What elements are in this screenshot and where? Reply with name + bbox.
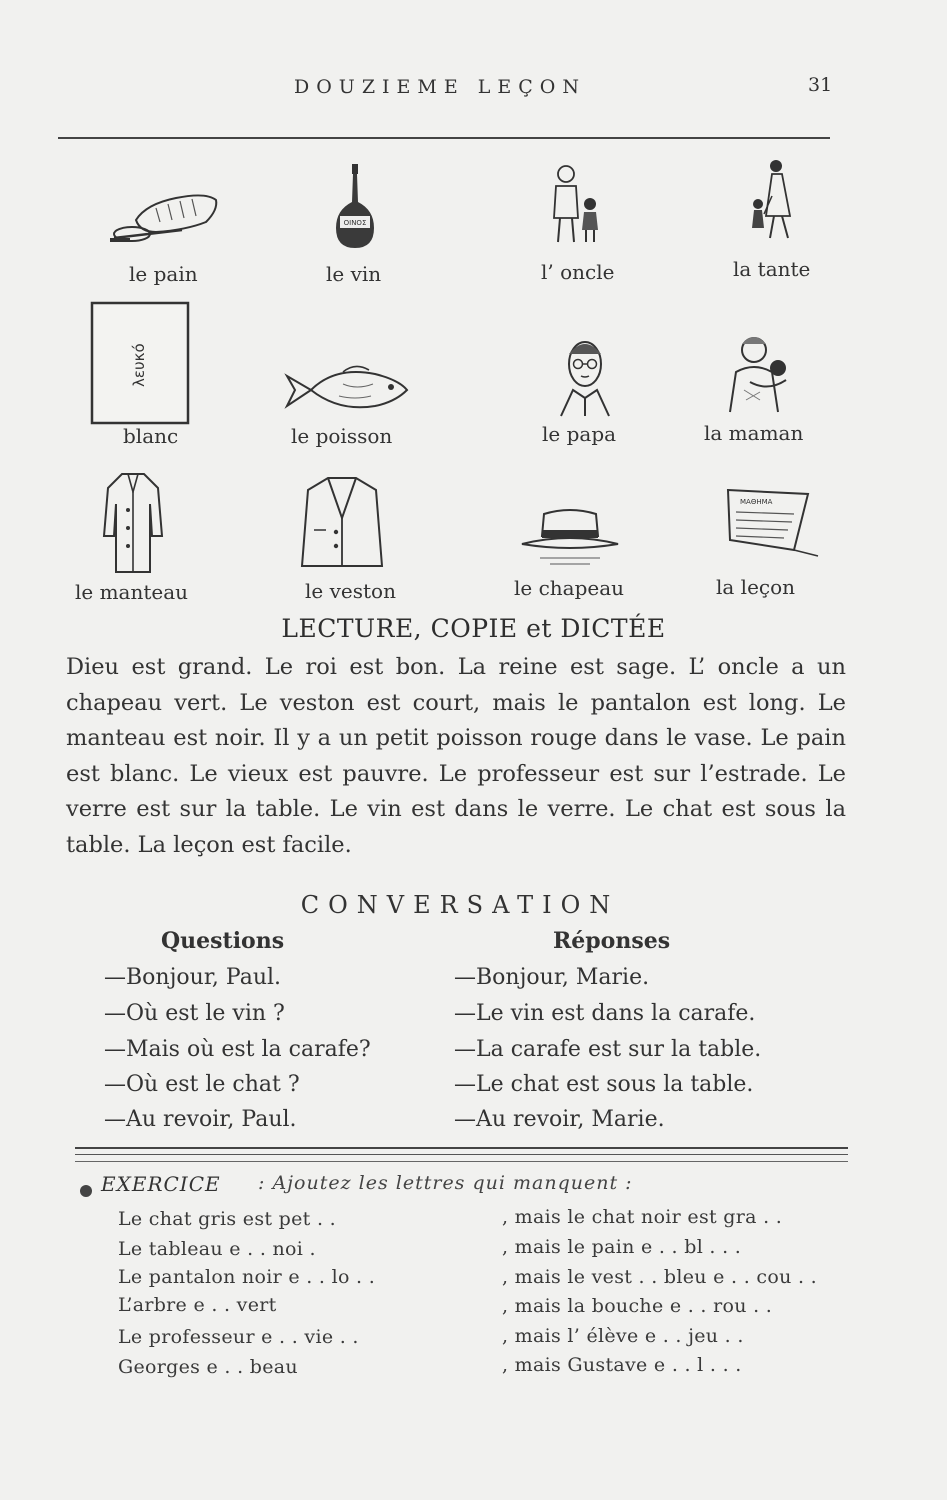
exercise-right-line: , mais la bouche e . . rou . . bbox=[502, 1295, 773, 1317]
vocab-poisson: le poisson bbox=[291, 424, 393, 448]
exercise-right-line: , mais le pain e . . bl . . . bbox=[502, 1236, 742, 1258]
svg-text:ΟΙΝΟΣ: ΟΙΝΟΣ bbox=[343, 219, 367, 227]
answer-line: —Le vin est dans la carafe. bbox=[454, 1001, 756, 1026]
vocab-vin: le vin bbox=[326, 262, 382, 286]
exercise-heading: EXERCICE bbox=[101, 1172, 221, 1196]
question-line: —Où est le chat ? bbox=[104, 1072, 300, 1097]
vocab-papa: le papa bbox=[542, 422, 617, 446]
exercise-left-line: Le professeur e . . vie . . bbox=[118, 1326, 359, 1348]
divider-rule bbox=[75, 1147, 848, 1149]
vocab-manteau: le manteau bbox=[75, 580, 189, 604]
question-line: —Où est le vin ? bbox=[104, 1001, 285, 1026]
divider-rule bbox=[75, 1161, 848, 1162]
page-number: 31 bbox=[808, 74, 833, 96]
exercise-left-line: Le chat gris est pet . . bbox=[118, 1208, 336, 1230]
white-card-illustration bbox=[90, 301, 190, 425]
vocab-veston: le veston bbox=[305, 579, 396, 603]
exercise-right-line: , mais l’ élève e . . jeu . . bbox=[502, 1325, 744, 1347]
bullet-icon bbox=[80, 1185, 92, 1197]
answer-line: —La carafe est sur la table. bbox=[454, 1037, 762, 1062]
lecture-paragraph: Dieu est grand. Le roi est bon. La reine est sage. L’ oncle a un chapeau vert. Le veston est court, mais le pantalon est long. Le manteau est noir. Il y a un petit poisson rouge dans le vase. Le pain est blanc. Le vieux est pauvre. Le professeur est sur l’estrade. Le verre est sur la table. Le vin est dans le verre. Le chat est sous la table. La leçon est facile. bbox=[66, 654, 846, 858]
header-rule bbox=[58, 137, 830, 139]
exercise-right-line: , mais Gustave e . . l . . . bbox=[502, 1354, 742, 1376]
lesson-paper-illustration bbox=[724, 484, 820, 560]
question-line: —Au revoir, Paul. bbox=[104, 1107, 297, 1132]
questions-heading: Questions bbox=[161, 928, 285, 954]
hat-illustration bbox=[520, 504, 620, 570]
coat-illustration bbox=[102, 470, 164, 576]
exercise-right-line: , mais le vest . . bleu e . . cou . . bbox=[502, 1266, 817, 1288]
aunt-illustration bbox=[746, 156, 802, 242]
question-line: —Bonjour, Paul. bbox=[104, 965, 282, 990]
conversation-heading: CONVERSATION bbox=[300, 891, 620, 919]
running-title: DOUZIEME LEÇON bbox=[294, 76, 586, 98]
divider-rule bbox=[75, 1154, 848, 1155]
wine-bottle-illustration bbox=[330, 162, 380, 252]
lecture-heading: LECTURE, COPIE et DICTÉE bbox=[281, 614, 666, 643]
svg-text:λευκό: λευκό bbox=[130, 343, 148, 387]
mother-illustration bbox=[716, 330, 800, 414]
bread-illustration bbox=[106, 186, 222, 256]
answer-line: —Bonjour, Marie. bbox=[454, 965, 650, 990]
answer-line: —Le chat est sous la table. bbox=[454, 1072, 754, 1097]
exercise-left-line: Le tableau e . . noi . bbox=[118, 1238, 316, 1260]
vocab-oncle: l’ oncle bbox=[541, 260, 615, 284]
answer-line: —Au revoir, Marie. bbox=[454, 1107, 665, 1132]
exercise-left-line: L’arbre e . . vert bbox=[118, 1294, 277, 1316]
exercise-right-line: , mais le chat noir est gra . . bbox=[502, 1206, 783, 1228]
father-illustration bbox=[557, 332, 613, 418]
fish-illustration bbox=[283, 360, 411, 416]
answers-heading: Réponses bbox=[553, 928, 671, 954]
question-line: —Mais où est la carafe? bbox=[104, 1037, 371, 1062]
exercise-left-line: Georges e . . beau bbox=[118, 1356, 298, 1378]
jacket-illustration bbox=[300, 474, 384, 570]
svg-text:ΜΑΘΗΜΑ: ΜΑΘΗΜΑ bbox=[740, 498, 773, 506]
vocab-lecon: la leçon bbox=[716, 575, 796, 599]
vocab-maman: la maman bbox=[704, 421, 804, 445]
uncle-illustration bbox=[548, 160, 604, 246]
vocab-chapeau: le chapeau bbox=[514, 576, 625, 600]
vocab-tante: la tante bbox=[733, 257, 811, 281]
vocab-blanc: blanc bbox=[123, 424, 179, 448]
exercise-instruction: : Ajoutez les lettres qui manquent : bbox=[258, 1172, 633, 1194]
exercise-left-line: Le pantalon noir e . . lo . . bbox=[118, 1266, 376, 1288]
vocab-pain: le pain bbox=[129, 262, 198, 286]
